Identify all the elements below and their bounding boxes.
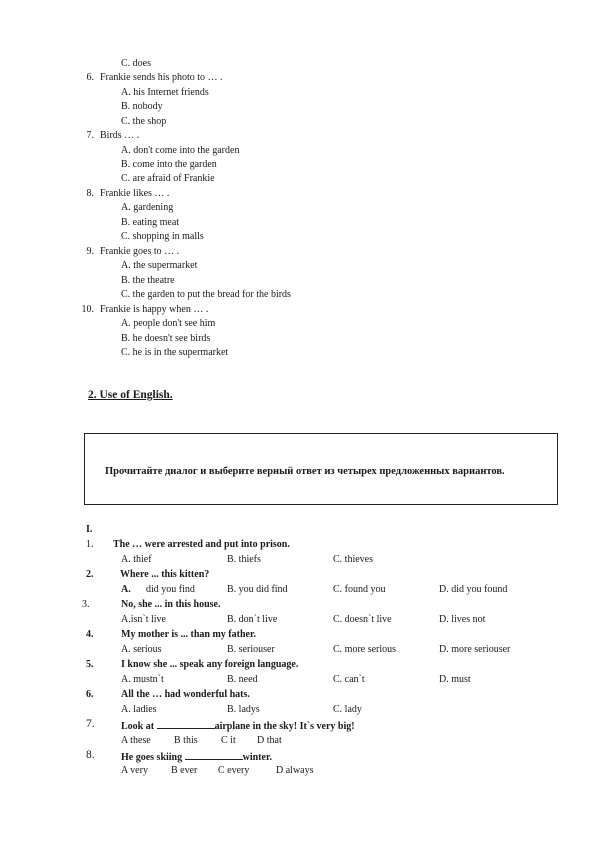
option-text: A. his Internet friends: [121, 87, 209, 98]
option-text: C. shopping in malls: [121, 231, 204, 242]
option-a: A.: [121, 584, 131, 595]
question-number: 10.: [81, 304, 94, 315]
option-d: D always: [276, 765, 314, 776]
option-b: B this: [174, 735, 198, 746]
option-b: B. you did find: [227, 584, 288, 595]
question-number: 6.: [86, 72, 94, 83]
option-b: B. seriouser: [227, 644, 275, 655]
option-text: B. come into the garden: [121, 159, 217, 170]
question-number: 7.: [86, 718, 95, 730]
question-text: Frankie sends his photo to … .: [100, 72, 223, 83]
question-number: 8.: [86, 749, 95, 761]
question-text: Look at airplane in the sky! It`s very big!: [121, 721, 355, 732]
option-text: A. people don't see him: [121, 318, 216, 329]
option-b: B ever: [171, 765, 198, 776]
option-b: B. don`t live: [227, 614, 278, 625]
option-a-text: did you find: [146, 584, 195, 595]
option-text: B. nobody: [121, 101, 163, 112]
option-text: C. the shop: [121, 116, 167, 127]
option-c: C. lady: [333, 704, 362, 715]
question-text: Frankie goes to … .: [100, 246, 180, 257]
option-text: C. the garden to put the bread for the birds: [121, 289, 291, 300]
option-text: A. the supermarket: [121, 260, 198, 271]
answer-blank: [157, 719, 215, 729]
option-a: A. thief: [121, 554, 152, 565]
option-d: D. did you found: [439, 584, 508, 595]
question-number: 9.: [86, 246, 94, 257]
option-c: C. more serious: [333, 644, 397, 655]
option-c: C it: [221, 735, 236, 746]
option-text: B. he doesn't see birds: [121, 333, 211, 344]
question-number: 8.: [86, 188, 94, 199]
option-d: D that: [257, 735, 282, 746]
subpart-label: I.: [86, 524, 93, 535]
option-c: C. found you: [333, 584, 386, 595]
option-text: B. eating meat: [121, 217, 180, 228]
question-text: He goes skiing winter.: [121, 752, 272, 763]
section-title: 2. Use of English.: [88, 389, 173, 401]
option-text: C. he is in the supermarket: [121, 347, 229, 358]
option-a: A these: [121, 735, 151, 746]
option-d: D. must: [439, 674, 471, 685]
option-d: D. more seriouser: [439, 644, 511, 655]
question-text: The … were arrested and put into prison.: [113, 539, 290, 550]
question-number: 5.: [86, 659, 94, 670]
question-text: Frankie likes … .: [100, 188, 170, 199]
answer-blank: [185, 750, 243, 760]
option-text: A. gardening: [121, 202, 174, 213]
option-a: A. mustn`t: [121, 674, 164, 685]
question-number: 2.: [86, 569, 94, 580]
option-text: C. are afraid of Frankie: [121, 173, 215, 184]
question-text: Where ... this kitten?: [120, 569, 210, 580]
question-number: 4.: [86, 629, 94, 640]
option-b: B. need: [227, 674, 258, 685]
option-b: B. ladys: [227, 704, 260, 715]
question-number: 7.: [86, 130, 94, 141]
option-a: A.isn`t live: [121, 614, 166, 625]
option-c: C every: [218, 765, 250, 776]
option-text: C. does: [121, 58, 151, 69]
question-text: Birds … .: [100, 130, 140, 141]
option-c: C. doesn`t live: [333, 614, 392, 625]
question-number: 1.: [86, 539, 94, 550]
instruction-text: Прочитайте диалог и выберите верный ответ из четырех предложенных вариантов.: [105, 466, 505, 477]
option-c: C. thieves: [333, 554, 373, 565]
option-a: A very: [121, 765, 148, 776]
option-c: C. can`t: [333, 674, 365, 685]
option-d: D. lives not: [439, 614, 486, 625]
question-text: No, she ... in this house.: [121, 599, 221, 610]
option-a: A. ladies: [121, 704, 157, 715]
option-a: A. serious: [121, 644, 162, 655]
instruction-box: [84, 433, 558, 505]
question-text: All the … had wonderful hats.: [121, 689, 250, 700]
question-number: 3.: [82, 599, 90, 610]
question-text: My mother is ... than my father.: [121, 629, 256, 640]
question-text: I know she ... speak any foreign language.: [121, 659, 299, 670]
option-text: B. the theatre: [121, 275, 175, 286]
option-b: B. thiefs: [227, 554, 261, 565]
option-text: A. don't come into the garden: [121, 145, 240, 156]
question-text: Frankie is happy when … .: [100, 304, 209, 315]
question-number: 6.: [86, 689, 94, 700]
